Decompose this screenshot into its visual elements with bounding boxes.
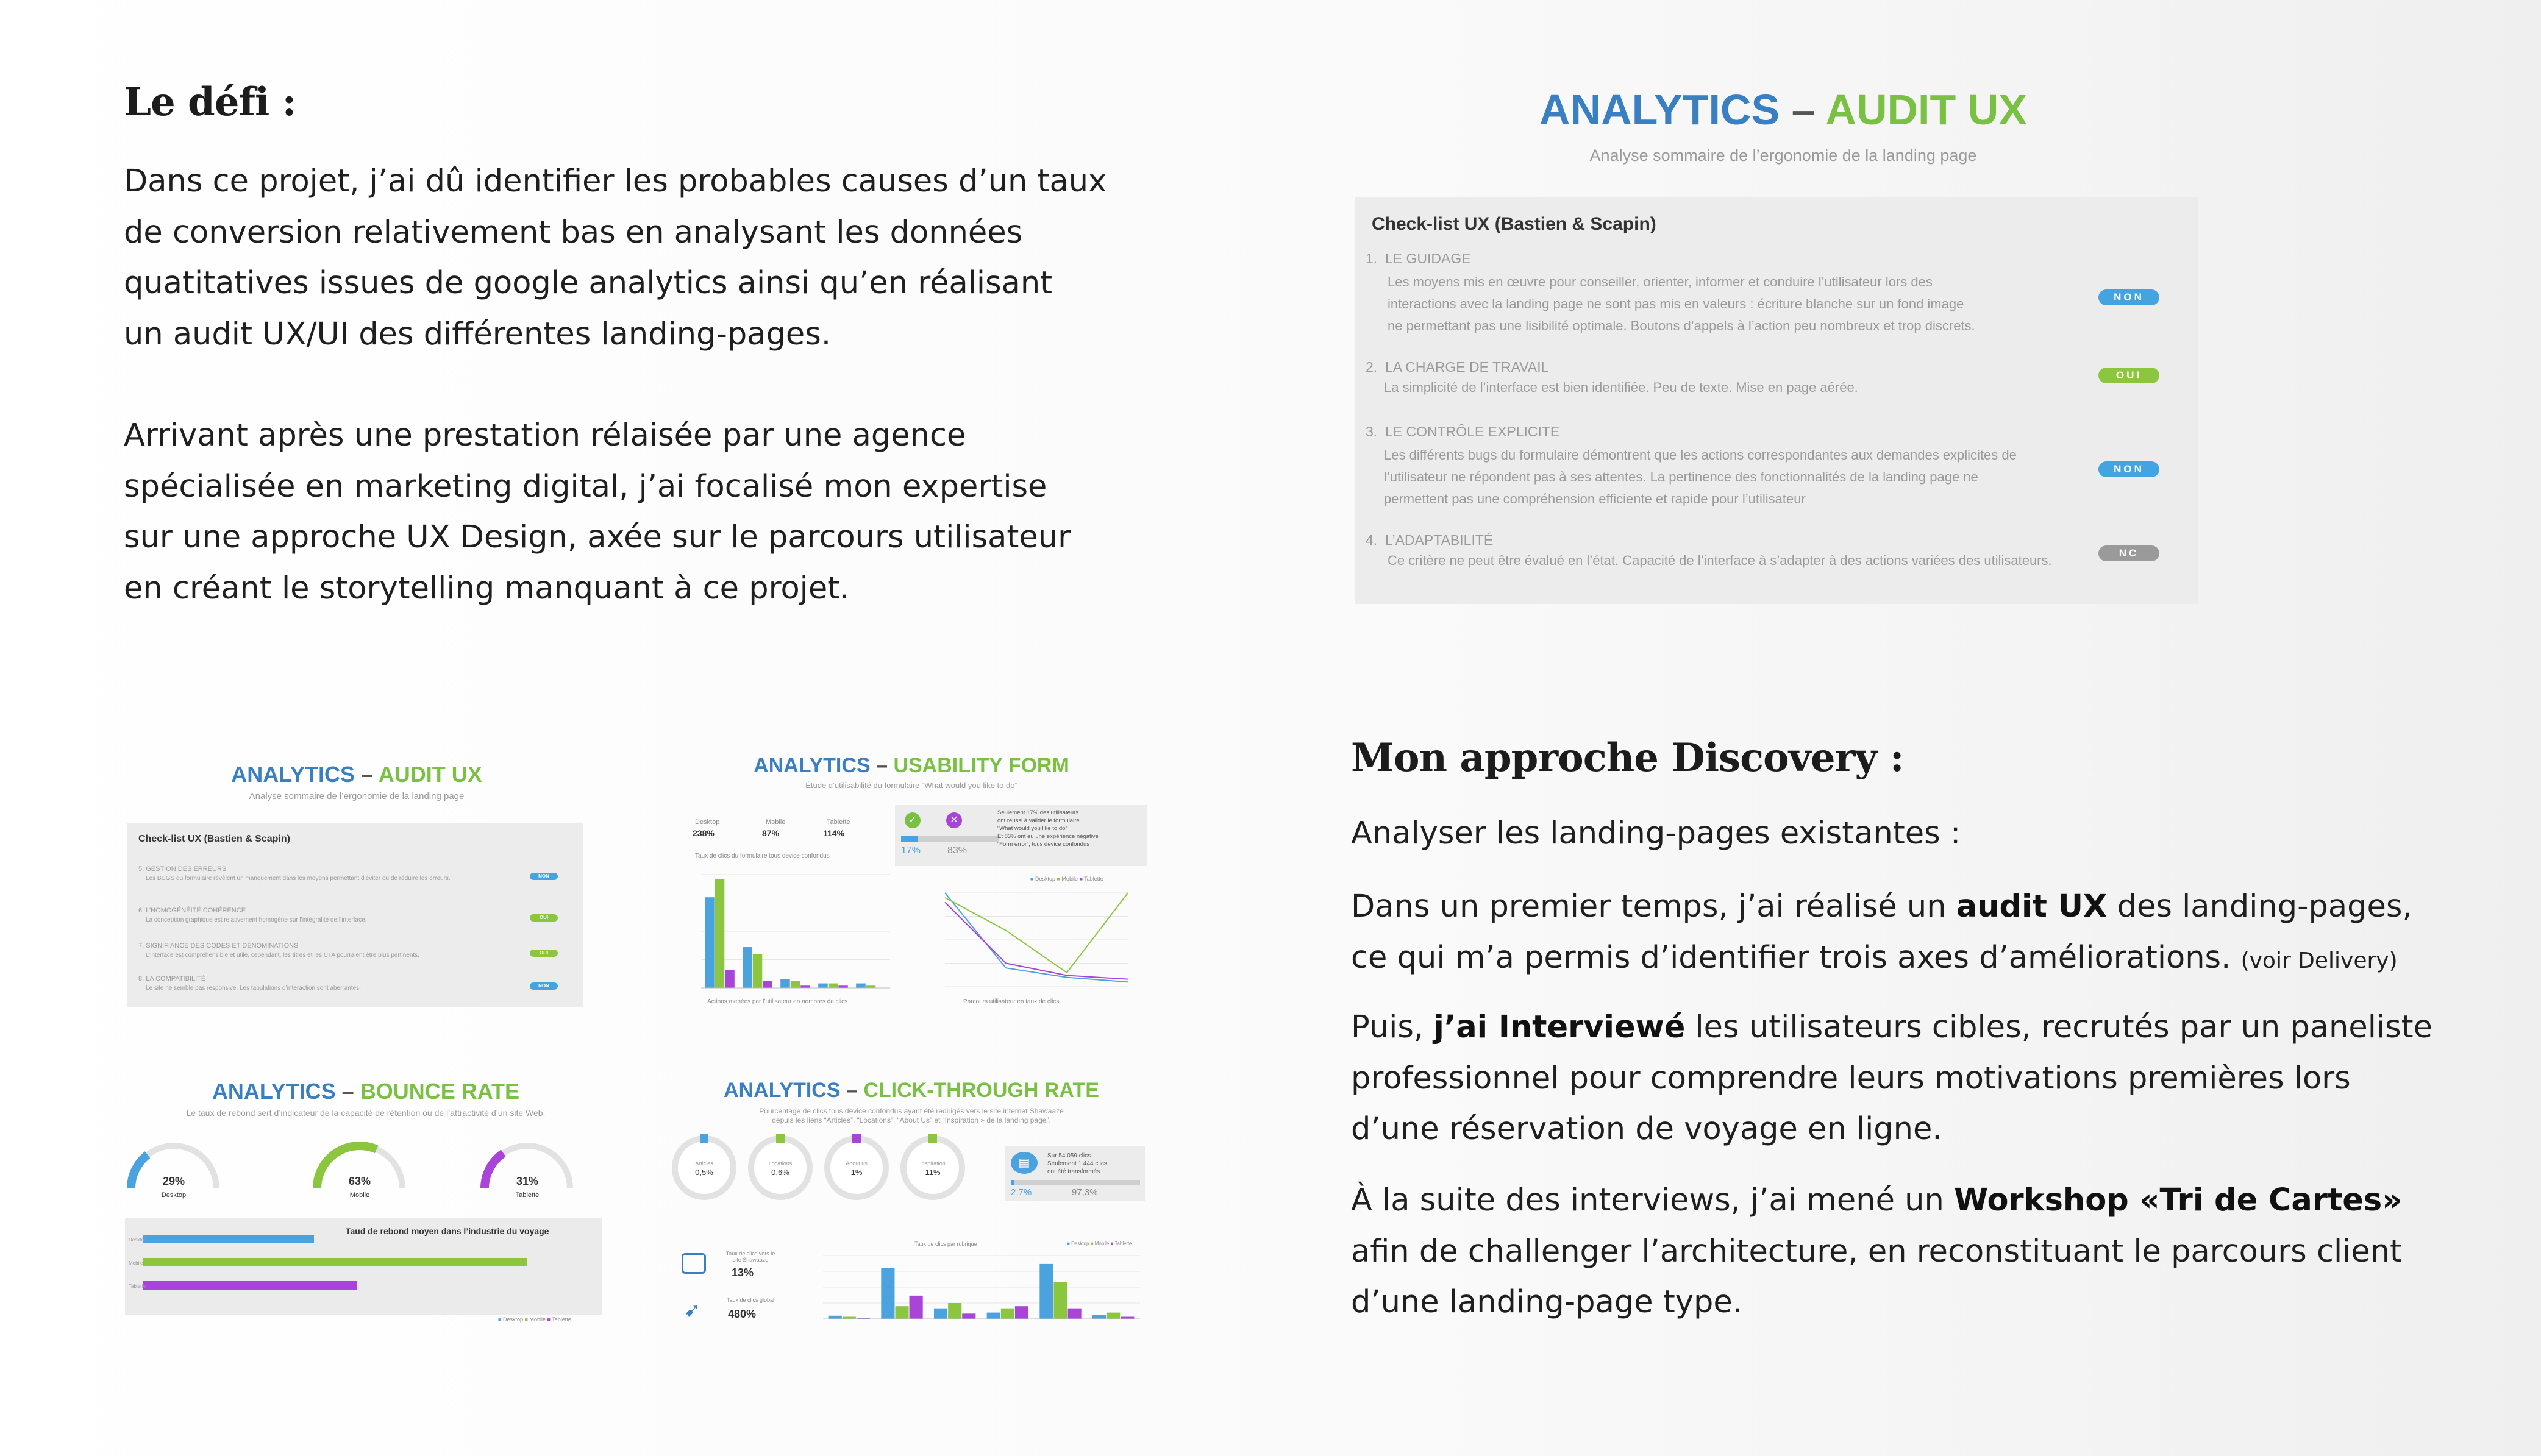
challenge-title: Le défi : — [124, 79, 296, 125]
checklist-item-3-desc: Les différents bugs du formulaire démontrent que les actions correspondantes aux demandes explicites de l’utilisateur ne répondent pas à ses attentes. La pertinence des fonctionnalités de la landing page ne permettent pas une compréhension efficiente et rapide pour l’utilisateur — [1384, 447, 2017, 506]
badge-non: NON — [530, 982, 558, 990]
bar-desktop — [934, 1309, 947, 1319]
badge-non: NON — [2098, 461, 2159, 477]
thumb-bounce-slide — [125, 1073, 607, 1341]
bar-mobile — [715, 879, 725, 988]
bounce-chart-panel — [125, 1218, 602, 1315]
ring-label: Articles — [695, 1160, 713, 1167]
text-line: de conversion relativement bas en analysant les données — [124, 214, 1023, 250]
ring-value: 0,6% — [771, 1168, 789, 1177]
kpi-label: Taux de clics global — [726, 1297, 775, 1303]
ring-value: 11% — [925, 1168, 941, 1177]
gauge-label: Tablette — [515, 1191, 540, 1199]
slide-title: ANALYTICS – USABILITY FORM — [754, 754, 1069, 777]
bar-tablette — [725, 970, 735, 988]
checklist-item-title: 6. L’HOMOGÉNÉITÉ COHÉRENCE — [138, 907, 246, 914]
ring-label: Locations — [768, 1160, 793, 1167]
text-line: en créant le storytelling manquant à ce projet. — [124, 570, 850, 606]
approach-intro: Analyser les landing-pages existantes : — [1351, 815, 1961, 851]
badge-nc: NC — [2098, 545, 2159, 561]
checklist-item-desc: Les BUGS du formulaire révèlent un manquement dans les moyens permettant d’éviter ou de réduire les erreurs. — [146, 875, 451, 882]
slide-subtitle: Pourcentage de clics tous device confondus ayant été redirigés vers le site internet Shawaaze depuis les liens “Articles”, “Locations”, “About Us” et “Inspiration » de la landing page”. — [759, 1107, 1064, 1124]
checklist-item-1-desc: Les moyens mis en œuvre pour conseiller, orienter, informer et conduire l’utilisateur lors des interactions avec la landing page ne sont pas mis en valeurs : écriture blanche sur un fond image ne permettant pas une lisibilité optimale. Boutons d’appels à l’action peu nombreux et trop discrets. — [1388, 274, 1975, 333]
gauge-value: 29% — [162, 1175, 185, 1187]
bar-desktop — [881, 1268, 894, 1319]
chart-caption: Taux de clics du formulaire tous device confondus — [695, 853, 830, 859]
approach-paragraph-1: Dans un premier temps, j’ai réalisé un audit UX des landing-pages, ce qui m’a permis d’identifier trois axes d’améliorations. (voir Delivery) — [1351, 889, 2412, 976]
checklist-panel — [1355, 197, 2198, 604]
bar-tablette — [1068, 1309, 1082, 1319]
stat-value: 114% — [823, 828, 845, 838]
bar-desktop — [829, 1316, 842, 1319]
bar-mobile — [895, 1306, 908, 1319]
text-line: un audit UX/UI des différentes landing-pages. — [124, 316, 832, 352]
ring-label: Inspiration — [920, 1160, 946, 1167]
checklist-item-desc: La conception graphique est relativement homogène sur l’intégralité de l’interface. — [146, 917, 367, 923]
bar-mobile — [1053, 1282, 1067, 1319]
approach-paragraph-2: Puis, j’ai Interviewé les utilisateurs cibles, recrutés par un paneliste professionnel pour comprendre leurs motivations premières lors d’une réservation de voyage en ligne. — [1351, 1009, 2433, 1147]
bar-desktop — [818, 984, 828, 988]
title-dash: – — [1791, 86, 1816, 133]
result-panel — [895, 805, 1147, 866]
stat-value: 238% — [693, 828, 715, 838]
pct-converted: 2,7% — [1011, 1187, 1032, 1198]
stat-label: Mobile — [766, 819, 786, 826]
bar-mobile — [791, 981, 800, 988]
checklist-item-desc: Le site ne semble pas responsive. Les tabulations d’interaction sont aberrantes. — [146, 985, 361, 992]
stat-value: 87% — [762, 828, 780, 838]
title-part-audit: AUDIT UX — [1825, 86, 2027, 133]
badge-oui: OUI — [530, 914, 558, 922]
progress-track — [1011, 1180, 1140, 1185]
usability-bar-chart — [689, 868, 896, 996]
bar-desktop — [856, 984, 866, 988]
kpi-value: 13% — [732, 1266, 754, 1279]
challenge-paragraph-1 — [124, 156, 1107, 360]
bounce-gauges — [125, 1140, 607, 1201]
checklist-item-2-title: 2. LA CHARGE DE TRAVAIL — [1366, 359, 1549, 375]
text-line: Dans ce projet, j’ai dû identifier les probables causes d’un taux — [124, 163, 1107, 199]
result-note: Seulement 17% des utilisateurs ont réussi à valider le formulaire “What would you like to do” Et 83% ont eu une expérience négative “Form error”, tous device confondus — [997, 809, 1099, 848]
slide-subtitle: Analyse sommaire de l’ergonomie de la landing page — [249, 791, 465, 801]
chart-caption: Parcours utilisateur en taux de clics — [963, 998, 1060, 1005]
chart-title: Taud de rebond moyen dans l’industrie du voyage — [346, 1226, 549, 1236]
bar-tablette — [1121, 1317, 1134, 1319]
bar-label: Tablette — [129, 1284, 146, 1289]
ctr-result-panel — [1005, 1146, 1145, 1201]
bar-desktop — [743, 947, 752, 988]
browser-icon — [682, 1253, 706, 1274]
slide-title: ANALYTICS – BOUNCE RATE — [212, 1079, 520, 1104]
chart-title: Taux de clics par rubrique — [914, 1241, 977, 1247]
kpi-label: Taux de clics vers le site Shawaaze — [725, 1251, 775, 1263]
progress-track — [901, 836, 999, 842]
gauge-fill — [485, 1153, 504, 1188]
stat-label: Desktop — [695, 819, 720, 826]
usability-line-chart — [933, 887, 1134, 996]
line-desktop — [945, 893, 1128, 982]
bar-tablette — [962, 1313, 975, 1319]
kpi-value: 480% — [728, 1308, 757, 1320]
bar-mobile — [753, 954, 763, 988]
thumb-ctr-slide — [671, 1073, 1152, 1341]
checklist-item-title: 8. LA COMPATIBILITÉ — [138, 975, 206, 982]
ring-marker — [776, 1134, 785, 1143]
slide-subtitle: Analyse sommaire de l’ergonomie de la landing page — [1589, 146, 1977, 165]
legend: ■ Desktop ■ Mobile ■ Tablette — [1030, 876, 1103, 882]
gauge-label: Desktop — [161, 1191, 187, 1199]
legend: ■ Desktop ■ Mobile ■ Tablette — [1067, 1241, 1132, 1246]
gauge-value: 31% — [516, 1175, 539, 1187]
progress-fill — [901, 836, 918, 842]
ring-marker — [852, 1134, 861, 1143]
legend: ■ Desktop ■ Mobile ■ Tablette — [498, 1316, 571, 1323]
approach-paragraph-3: À la suite des interviews, j’ai mené un Workshop «Tri de Cartes» afin de challenger l’architecture, en reconstituant le parcours client d’une landing-page type. — [1351, 1182, 2403, 1320]
ring-marker — [700, 1134, 708, 1143]
checklist-item-title: 5. GESTION DES ERREURS — [138, 865, 227, 873]
check-icon: ✓ — [905, 812, 921, 828]
bar-desktop — [705, 897, 715, 988]
cross-icon: ✕ — [946, 812, 962, 828]
badge-oui: OUI — [2098, 368, 2159, 383]
checklist-item-4-desc: Ce critère ne peut être évalué en l’état. Capacité de l’interface à s’adapter à des actions variées des utilisateurs. — [1388, 553, 2052, 568]
slide-subtitle: Étude d’utilisabilité du formulaire “What would you like to do” — [805, 781, 1017, 790]
title-part-analytics: ANALYTICS — [1539, 86, 1780, 133]
checklist-item-3-title: 3. LE CONTRÔLE EXPLICITE — [1366, 424, 1560, 439]
progress-fill — [1011, 1180, 1014, 1185]
bar-tablette — [800, 985, 810, 988]
bar-mobile — [1107, 1313, 1120, 1319]
audit-ux-slide — [1353, 85, 2213, 609]
bar-desktop — [143, 1235, 314, 1243]
challenge-paragraph-2 — [124, 410, 1071, 614]
line-tablette — [945, 902, 1128, 979]
bar-tablette — [910, 1296, 923, 1319]
pct-lost: 97,3% — [1072, 1187, 1098, 1198]
checklist-title: Check-list UX (Bastien & Scapin) — [138, 834, 290, 844]
checklist-item-2-desc: La simplicité de l’interface est bien identifiée. Peu de texte. Mise en page aérée. — [1384, 380, 1858, 395]
bar-tablette — [838, 985, 848, 988]
bar-mobile — [948, 1303, 961, 1319]
ctr-bar-chart — [811, 1249, 1146, 1329]
bar-mobile — [143, 1258, 527, 1266]
badge-non: NON — [2098, 289, 2159, 305]
thumb-usability-slide — [677, 747, 1146, 1015]
badge-non: NON — [530, 873, 558, 880]
ring-value: 0,5% — [695, 1168, 713, 1177]
checklist-panel — [127, 823, 583, 1007]
gauge-fill — [131, 1155, 148, 1188]
bar-label: Mobile — [129, 1260, 143, 1266]
slide-title — [1353, 85, 2213, 134]
thumb-audit-slide — [125, 756, 588, 1012]
bar-tablette — [143, 1281, 357, 1290]
ring-marker — [928, 1134, 937, 1143]
bar-label: Desktop — [129, 1237, 147, 1243]
checklist-item-desc: L’interface est compréhensible et utile, cependant, les titres et les CTA pourraient être plus pertinents. — [146, 952, 419, 959]
bar-desktop — [1039, 1264, 1053, 1319]
ring-value: 1% — [850, 1168, 863, 1177]
text-line: spécialisée en marketing digital, j’ai focalisé mon expertise — [124, 468, 1047, 505]
slide-title: ANALYTICS – CLICK-THROUGH RATE — [724, 1079, 1099, 1102]
checklist-title: Check-list UX (Bastien & Scapin) — [1372, 214, 1656, 234]
pct-success: 17% — [901, 845, 921, 856]
line-mobile — [945, 893, 1128, 973]
approach-title: Mon approche Discovery : — [1351, 735, 1904, 781]
bar-desktop — [780, 979, 790, 988]
chart-caption: Actions menées par l’utilisateur en nombres de clics — [707, 998, 848, 1005]
checklist-item-4-title: 4. L’ADAPTABILITÉ — [1366, 532, 1494, 548]
bar-tablette — [1015, 1306, 1028, 1319]
gauge-value: 63% — [348, 1175, 371, 1187]
gauge-label: Mobile — [349, 1191, 370, 1199]
bar-desktop — [987, 1313, 1000, 1319]
pct-failure: 83% — [947, 845, 968, 856]
ring-label: About us — [846, 1160, 868, 1167]
ctr-note: Sur 54 059 clics Seulement 1 444 clics ont été transformés — [1047, 1152, 1107, 1175]
checklist-item-title: 7. SIGNIFIANCE DES CODES ET DÉNOMINATIONS — [138, 942, 299, 950]
slide-title: ANALYTICS – AUDIT UX — [231, 762, 482, 787]
text-line: sur une approche UX Design, axée sur le parcours utilisateur — [124, 519, 1071, 555]
text-line: quatitatives issues de google analytics ainsi qu’en réalisant — [124, 265, 1053, 301]
cursor-click-icon: ➹ — [684, 1299, 700, 1321]
bar-mobile — [843, 1317, 856, 1319]
checklist-item-1-title: 1. LE GUIDAGE — [1366, 250, 1471, 266]
text-line: Arrivant après une prestation rélaisée par une agence — [124, 417, 966, 453]
ctr-rings — [671, 1131, 988, 1204]
bar-desktop — [1092, 1315, 1106, 1319]
bar-mobile — [1001, 1309, 1014, 1319]
slide-subtitle: Le taux de rebond sert d’indicateur de la capacité de rétention ou de l’attractivité d’un site Web. — [186, 1108, 546, 1118]
bar-tablette — [763, 981, 772, 988]
badge-oui: OUI — [530, 950, 558, 957]
bar-mobile — [829, 984, 838, 988]
stat-label: Tablette — [827, 819, 850, 826]
card-icon: ▤ — [1011, 1152, 1038, 1174]
bar-mobile — [866, 985, 876, 988]
bounce-bar-chart — [125, 1218, 602, 1315]
